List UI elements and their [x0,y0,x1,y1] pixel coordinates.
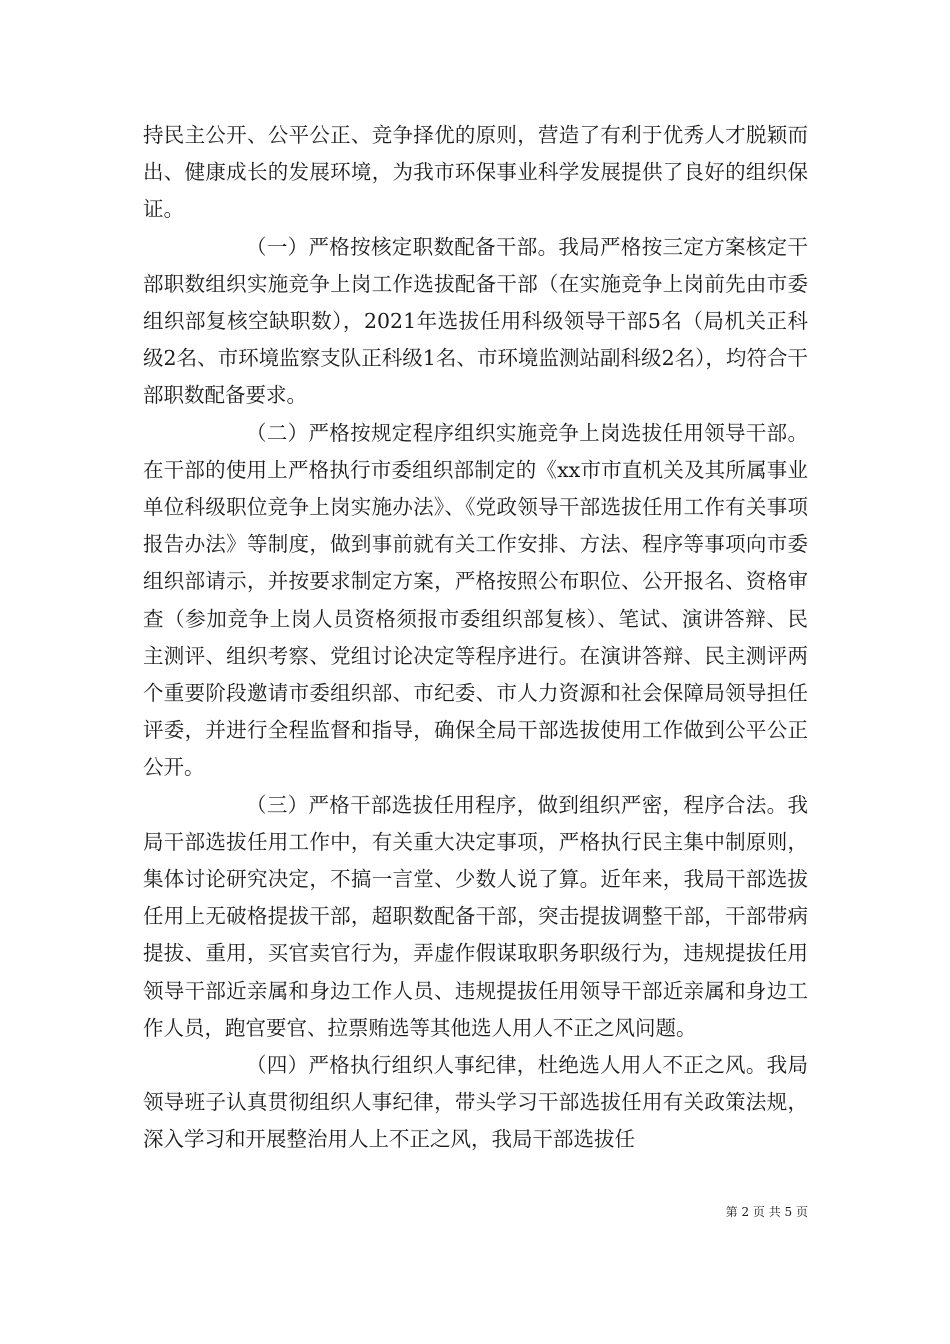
document-body [143,117,808,1159]
paragraph-section-1: （一）严格按核定职数配备干部。我局严格按三定方案核定干部职数组织实施竞争上岗工作选拔配备干部（在实施竞争上岗前先由市委组织部复核空缺职数），2021年选拔任用科级领导干部5名（局机关正科级2名、市环境监察支队正科级1名、市环境监测站副科级2名），均符合干部职数配备要求。 [143,234,808,408]
page-number-footer: 第 2 页 共 5 页 [725,1205,808,1219]
paragraph-section-3: （三）严格干部选拔任用程序，做到组织严密，程序合法。我局干部选拔任用工作中，有关重大决定事项，严格执行民主集中制原则，集体讨论研究决定，不搞一言堂、少数人说了算。近年来，我局干部选拔任用上无破格提拔干部，超职数配备干部，突击提拔调整干部，干部带病提拔、重用，买官卖官行为，弄虚作假谋取职务职级行为，违规提拔任用领导干部近亲属和身边工作人员、违规提拔任用领导干部近亲属和身边工作人员，跑官要官、拉票贿选等其他选人用人不正之风问题。 [143,792,808,1040]
paragraph-continuation: 持民主公开、公平公正、竞争择优的原则，营造了有利于优秀人才脱颖而出、健康成长的发展环境，为我市环保事业科学发展提供了良好的组织保证。 [143,123,808,222]
paragraph-section-2: （二）严格按规定程序组织实施竞争上岗选拔任用领导干部。在干部的使用上严格执行市委组织部制定的《xx市市直机关及其所属事业单位科级职位竞争上岗实施办法》、《党政领导干部选拔任用工作有关事项报告办法》等制度，做到事前就有关工作安排、方法、程序等事项向市委组织部请示，并按要求制定方案，严格按照公布职位、公开报名、资格审查（参加竞争上岗人员资格须报市委组织部复核）、笔试、演讲答辩、民主测评、组织考察、党组讨论决定等程序进行。在演讲答辩、民主测评两个重要阶段邀请市委组织部、市纪委、市人力资源和社会保障局领导担任评委，并进行全程监督和指导，确保全局干部选拔使用工作做到公平公正公开。 [143,420,808,780]
paragraph-section-4: （四）严格执行组织人事纪律，杜绝选人用人不正之风。我局领导班子认真贯彻组织人事纪律，带头学习干部选拔任用有关政策法规，深入学习和开展整治用人上不正之风，我局干部选拔任 [143,1053,808,1152]
